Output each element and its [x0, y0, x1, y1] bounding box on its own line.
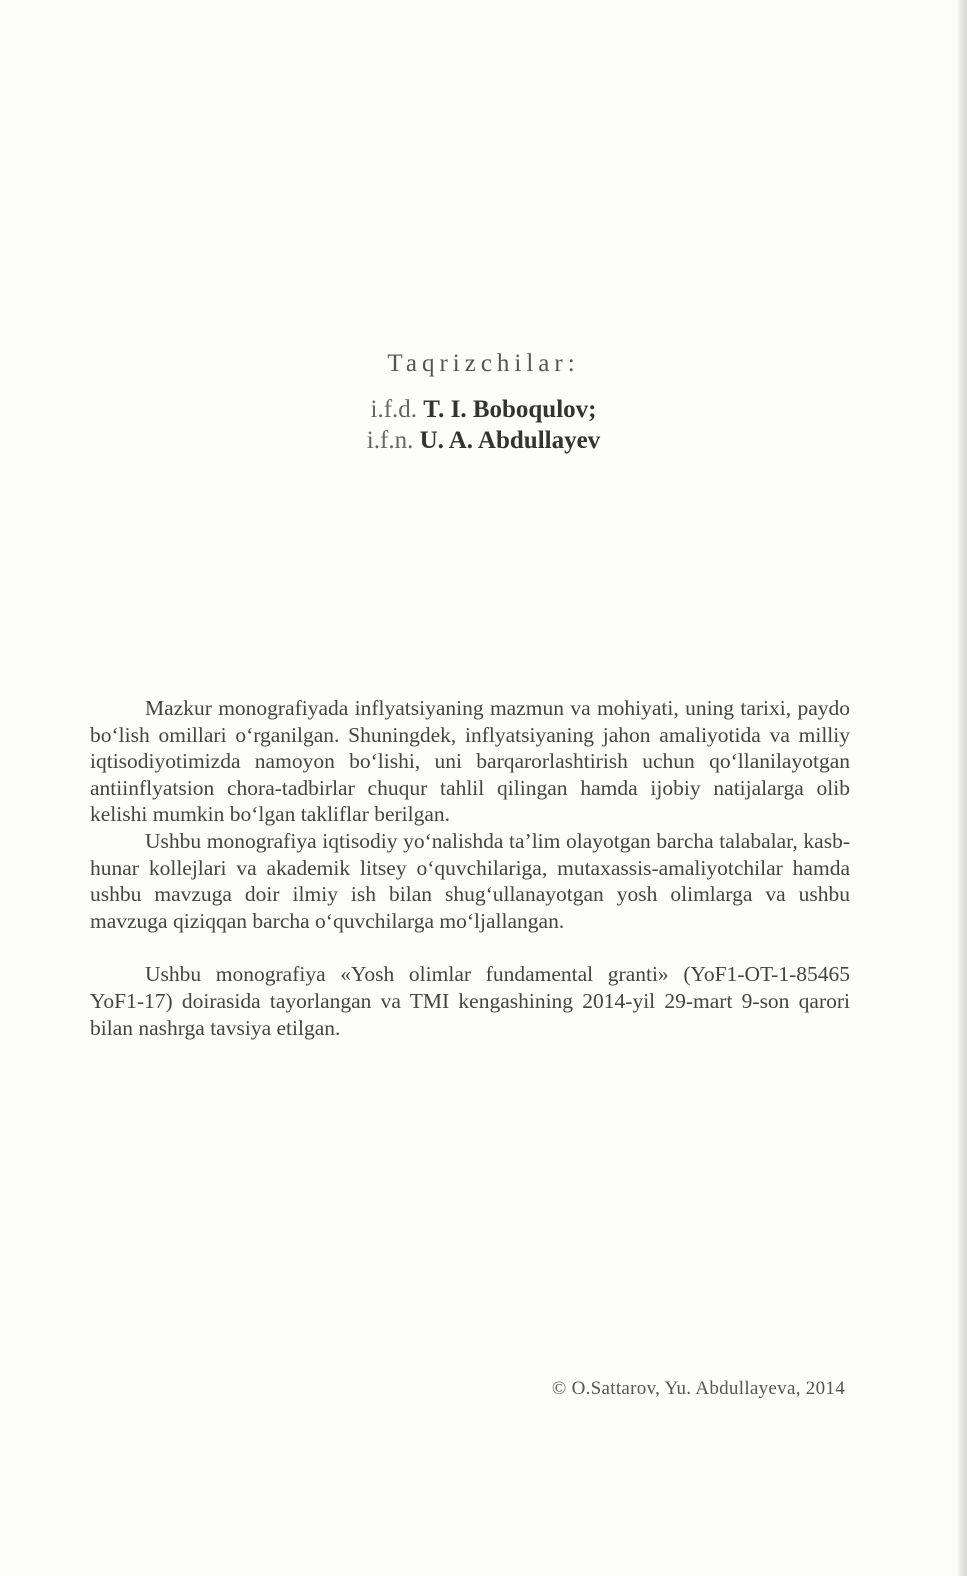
- reviewer-2-degree: i.f.n.: [366, 427, 414, 454]
- page-edge-shadow: [958, 0, 967, 1576]
- reviewer-1-degree: i.f.d.: [370, 396, 418, 423]
- abstract-block: [90, 695, 850, 1041]
- reviewer-2-name: U. A. Abdullayev: [419, 427, 601, 454]
- reviewers-block: [0, 350, 967, 456]
- reviewer-2: [0, 425, 967, 456]
- reviewers-heading: Taqrizchilar:: [387, 350, 580, 377]
- reviewer-1: [0, 394, 967, 425]
- abstract-paragraph-1: Mazkur monografiyada inflyatsiyaning mazmun va mohiyati, uning tarixi, paydo bo‘lish omillari o‘rganilgan. Shuningdek, inflyatsiyaning jahon amaliyotida va milliy iqtisodiyotimizda namoyon bo‘lishi, uni barqarorlashtirish uchun qo‘llanilayotgan antiinflyatsion chora-tadbirlar chuqur tahlil qilingan hamda ijobiy natijalarga olib kelishi mumkin bo‘lgan takliflar berilgan.: [90, 696, 850, 827]
- reviewer-1-name: T. I. Boboqulov;: [423, 396, 597, 423]
- abstract-paragraph-2: Ushbu monografiya iqtisodiy yo‘nalishda ta’lim olayotgan barcha talabalar, kasb-hunar kollejlari va akademik litsey o‘quvchilariga, mutaxassis-amaliyotchilar hamda ushbu mavzuga doir ilmiy ish bilan shug‘ullanayotgan yosh olimlarga va ushbu mavzuga qiziqqan barcha o‘quvchilarga mo‘ljallangan.: [90, 828, 850, 933]
- grant-note: Ushbu monografiya «Yosh olimlar fundamental granti» (YoF1-OT-1-85465 YoF1-17) doirasida tayorlangan va TMI kengashining 2014-yil 29-mart 9-son qarori bilan nashrga tavsiya etilgan.: [90, 962, 850, 1040]
- copyright-line: © O.Sattarov, Yu. Abdullayeva, 2014: [551, 1378, 845, 1399]
